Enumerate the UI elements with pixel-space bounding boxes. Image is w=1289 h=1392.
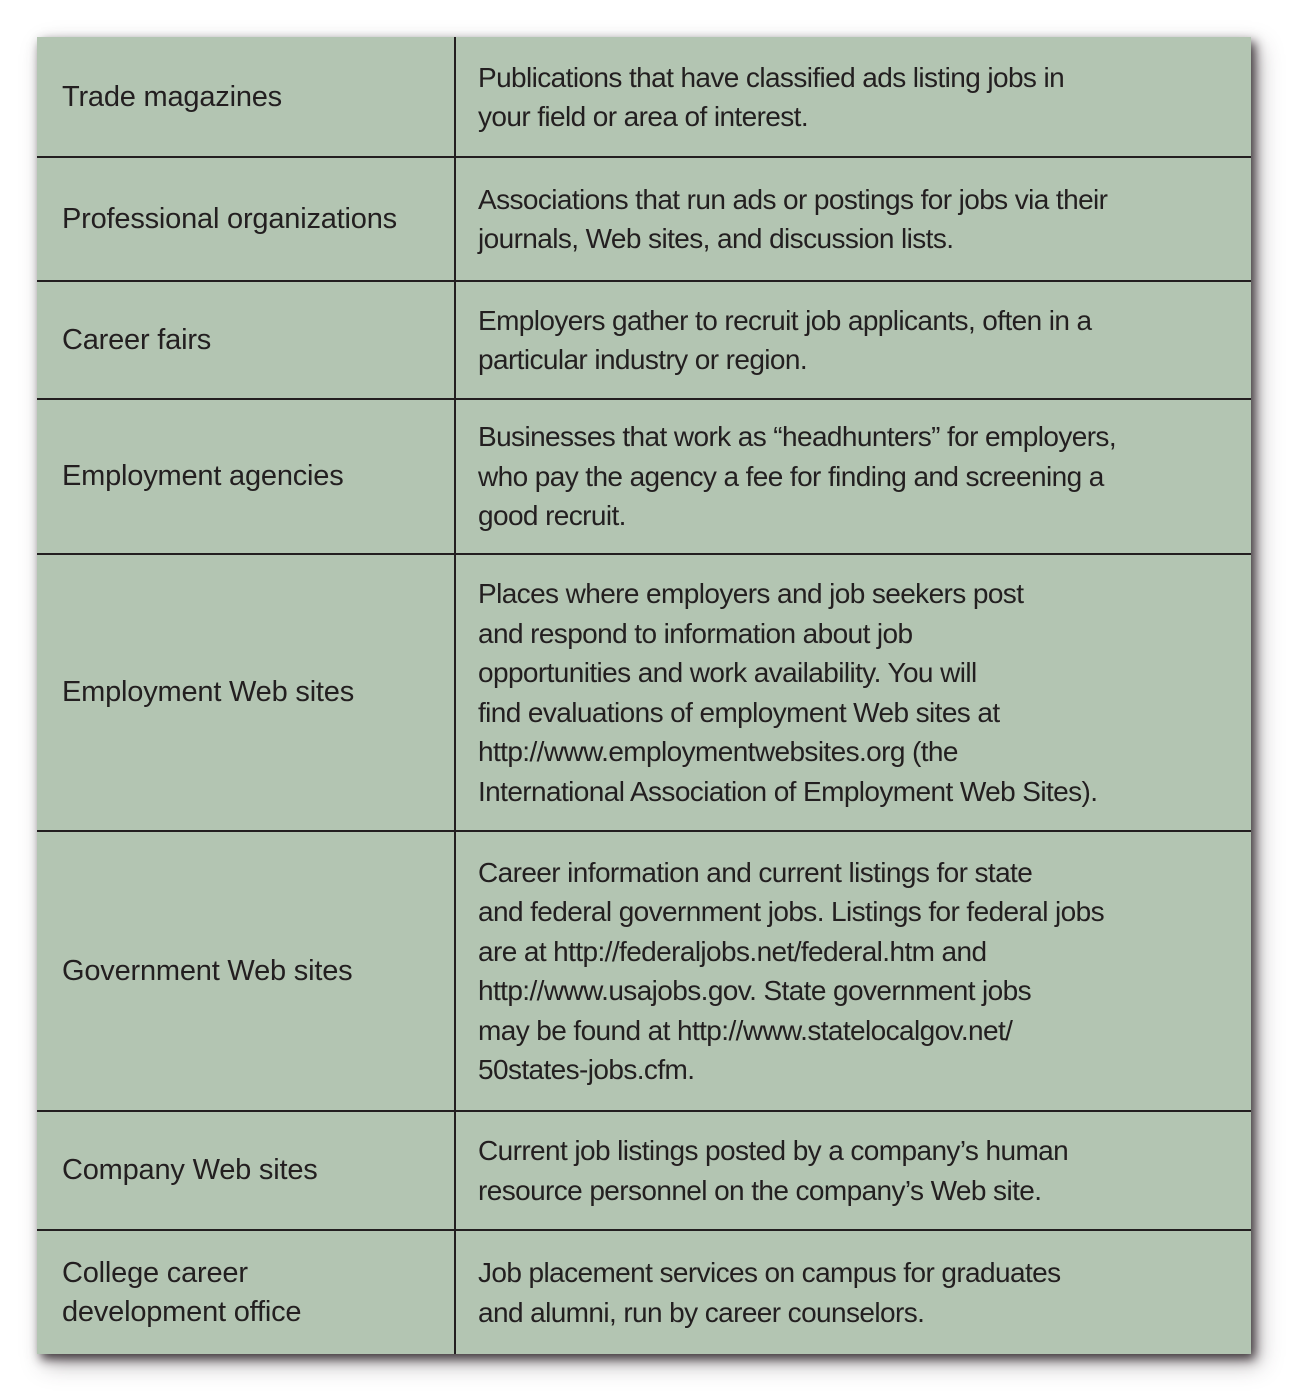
description-text: Job placement services on campus for graduates and alumni, run by career counselors. bbox=[478, 1257, 1061, 1328]
source-cell bbox=[62, 1112, 447, 1229]
source-cell bbox=[62, 282, 447, 398]
description-cell bbox=[478, 37, 1238, 157]
job-sources-table bbox=[37, 37, 1251, 1354]
source-cell bbox=[62, 1231, 447, 1354]
source-label: Employment Web sites bbox=[62, 676, 355, 708]
column-divider bbox=[454, 37, 456, 1354]
source-label: Employment agencies bbox=[62, 460, 344, 492]
description-text: Publications that have classified ads listing jobs in your field or area of interest. bbox=[478, 61, 1065, 132]
source-label: Government Web sites bbox=[62, 954, 353, 987]
description-text: Places where employers and job seekers post and respond to information about job opportunities and work availability. You will find evaluations of employment Web sites at http://www.employmentwebsites.org (the International Association of Employment Web Sites). bbox=[478, 578, 1098, 807]
table-row bbox=[37, 37, 1251, 157]
description-text: Businesses that work as “headhunters” for employers, who pay the agency a fee for finding and screening a good recruit. bbox=[478, 421, 1116, 532]
table-row bbox=[37, 398, 1251, 553]
description-cell bbox=[478, 1231, 1238, 1354]
description-text: Associations that run ads or postings for jobs via their journals, Web sites, and discussion lists. bbox=[478, 183, 1108, 254]
source-cell bbox=[62, 555, 447, 830]
description-cell bbox=[478, 158, 1238, 280]
source-label: Professional organizations bbox=[62, 202, 397, 235]
description-cell bbox=[478, 832, 1238, 1110]
source-label: Company Web sites bbox=[62, 1154, 318, 1186]
source-cell bbox=[62, 158, 447, 280]
source-label: College career development office bbox=[62, 1256, 302, 1328]
source-cell bbox=[62, 400, 447, 553]
description-text: Current job listings posted by a company’s human resource personnel on the company’s Web site. bbox=[478, 1135, 1069, 1206]
source-cell bbox=[62, 832, 447, 1110]
source-label: Career fairs bbox=[62, 323, 212, 356]
description-text: Employers gather to recruit job applicants, often in a particular industry or region. bbox=[478, 304, 1092, 375]
table-row bbox=[37, 156, 1251, 280]
description-cell bbox=[478, 282, 1238, 398]
source-label: Trade magazines bbox=[62, 80, 282, 113]
source-cell bbox=[62, 37, 447, 157]
table-row bbox=[37, 830, 1251, 1110]
description-text: Career information and current listings for state and federal government jobs. Listings for federal jobs are at http://federaljobs.net/federal.htm and http://www.usajobs.gov. State government jobs may be found at http://www.statelocalgov.net/ 50states-jobs.cfm. bbox=[478, 856, 1104, 1085]
table-row bbox=[37, 553, 1251, 830]
table-row bbox=[37, 1229, 1251, 1354]
table-row bbox=[37, 280, 1251, 398]
description-cell bbox=[478, 555, 1238, 830]
table-row bbox=[37, 1110, 1251, 1229]
description-cell bbox=[478, 400, 1238, 553]
description-cell bbox=[478, 1112, 1238, 1229]
